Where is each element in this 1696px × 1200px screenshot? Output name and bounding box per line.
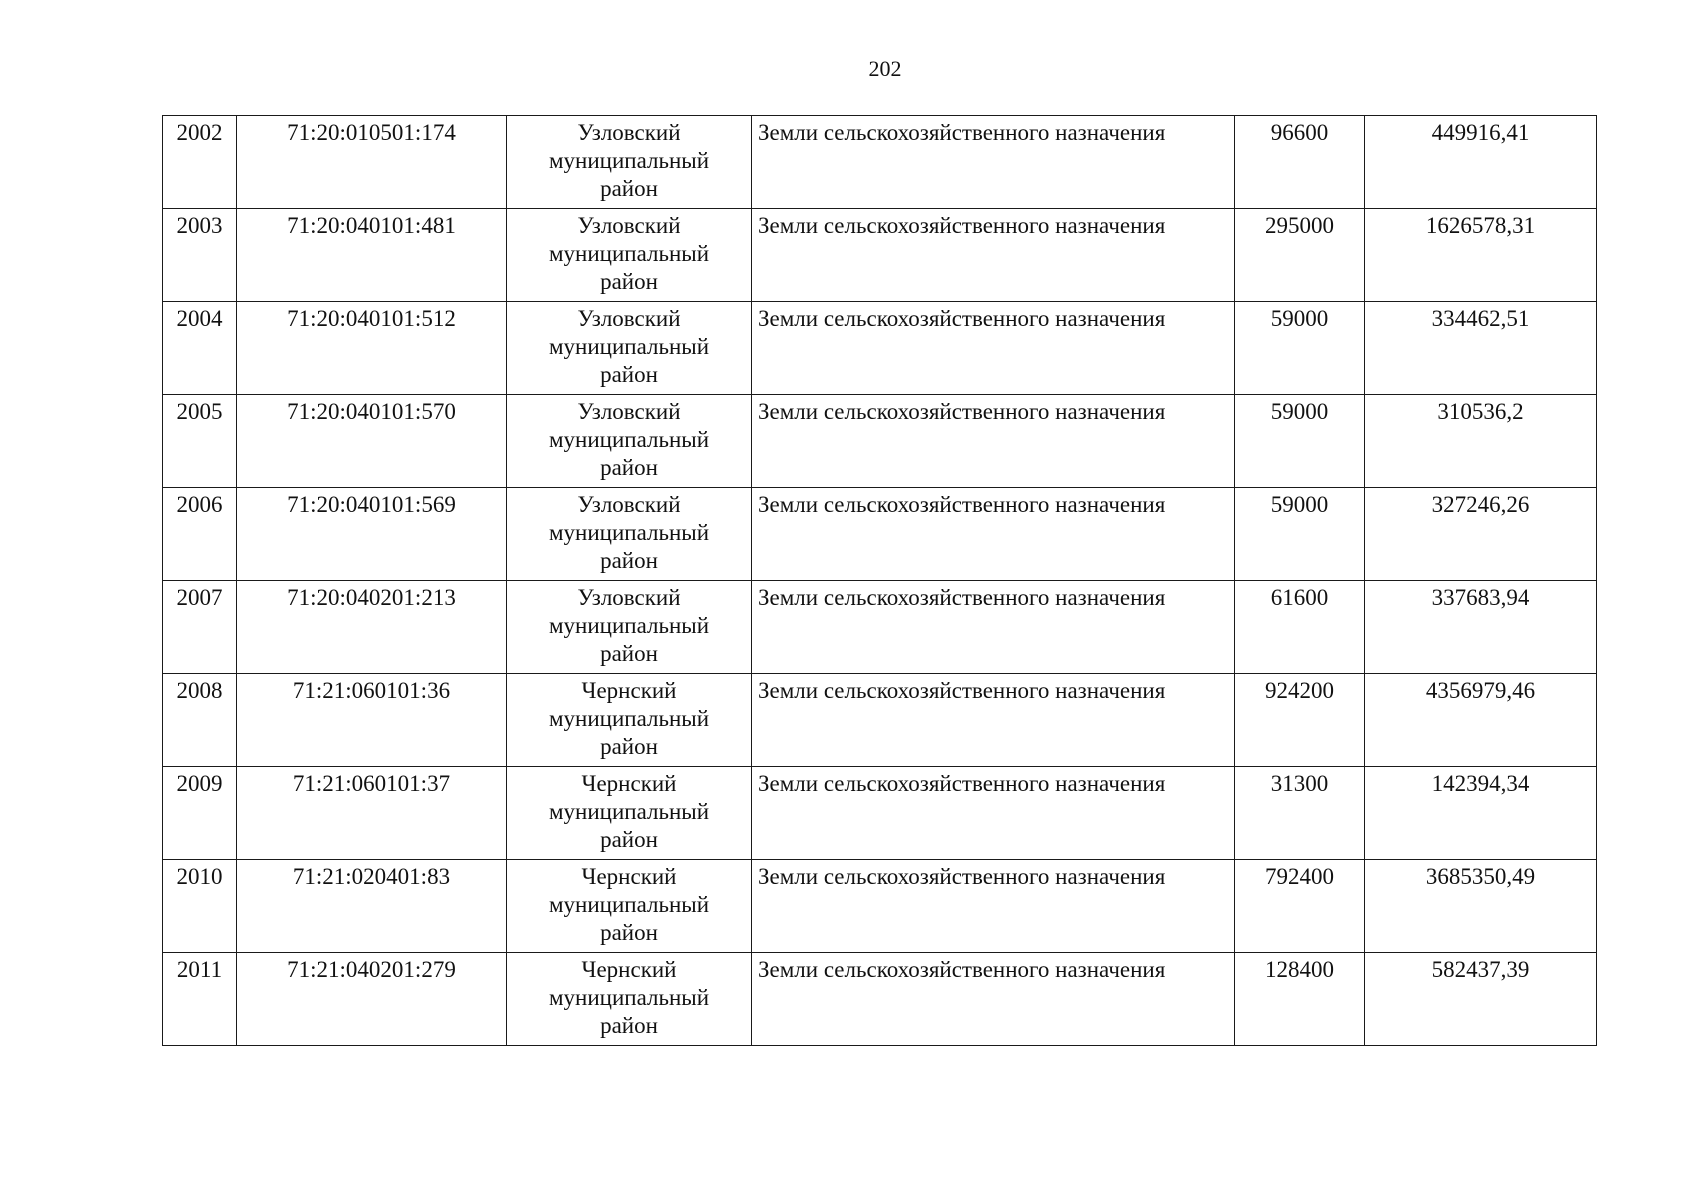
table-row — [163, 860, 1597, 953]
cadastral-number-cell: 71:21:040201:279 — [237, 953, 507, 1046]
district-line: муниципальный — [548, 334, 710, 359]
district-line: муниципальный — [548, 520, 710, 545]
cadastral-value-cell: 334462,51 — [1365, 302, 1597, 395]
area-cell: 792400 — [1235, 860, 1365, 953]
cadastral-number-cell: 71:21:060101:36 — [237, 674, 507, 767]
area-cell: 924200 — [1235, 674, 1365, 767]
district-line: район — [600, 269, 658, 294]
district-line: Чернский — [581, 957, 677, 982]
cadastral-number-cell: 71:20:010501:174 — [237, 116, 507, 209]
land-category-cell: Земли сельскохозяйственного назначения — [752, 674, 1235, 767]
row-number-cell: 2002 — [163, 116, 237, 209]
row-number-cell: 2008 — [163, 674, 237, 767]
district-line: Узловский — [577, 492, 681, 517]
district-line: район — [600, 548, 658, 573]
district-line: район — [600, 734, 658, 759]
district-line: район — [600, 176, 658, 201]
cadastral-number-cell: 71:20:040101:512 — [237, 302, 507, 395]
district-line: муниципальный — [548, 427, 710, 452]
cadastral-value-cell: 1626578,31 — [1365, 209, 1597, 302]
district-cell — [507, 860, 752, 953]
district-line: Чернский — [581, 864, 677, 889]
district-cell — [507, 953, 752, 1046]
area-cell: 59000 — [1235, 302, 1365, 395]
district-line: Чернский — [581, 771, 677, 796]
area-cell: 96600 — [1235, 116, 1365, 209]
district-line: муниципальный — [548, 613, 710, 638]
district-line: Узловский — [577, 585, 681, 610]
cadastral-number-cell: 71:20:040101:569 — [237, 488, 507, 581]
land-registry-table — [162, 115, 1597, 1046]
cadastral-number-cell: 71:20:040201:213 — [237, 581, 507, 674]
table-row — [163, 674, 1597, 767]
land-category-cell: Земли сельскохозяйственного назначения — [752, 395, 1235, 488]
district-line: район — [600, 641, 658, 666]
row-number-cell: 2007 — [163, 581, 237, 674]
district-cell — [507, 488, 752, 581]
district-cell — [507, 581, 752, 674]
land-category-cell: Земли сельскохозяйственного назначения — [752, 953, 1235, 1046]
cadastral-value-cell: 310536,2 — [1365, 395, 1597, 488]
district-line: Узловский — [577, 120, 681, 145]
district-line: муниципальный — [548, 985, 710, 1010]
cadastral-value-cell: 449916,41 — [1365, 116, 1597, 209]
district-cell — [507, 209, 752, 302]
area-cell: 31300 — [1235, 767, 1365, 860]
district-line: муниципальный — [548, 892, 710, 917]
table-row — [163, 302, 1597, 395]
row-number-cell: 2006 — [163, 488, 237, 581]
table-row — [163, 581, 1597, 674]
area-cell: 59000 — [1235, 395, 1365, 488]
row-number-cell: 2005 — [163, 395, 237, 488]
cadastral-number-cell: 71:21:020401:83 — [237, 860, 507, 953]
row-number-cell: 2004 — [163, 302, 237, 395]
land-category-cell: Земли сельскохозяйственного назначения — [752, 488, 1235, 581]
table-row — [163, 767, 1597, 860]
area-cell: 128400 — [1235, 953, 1365, 1046]
district-cell — [507, 116, 752, 209]
cadastral-number-cell: 71:20:040101:570 — [237, 395, 507, 488]
row-number-cell: 2003 — [163, 209, 237, 302]
table-row — [163, 116, 1597, 209]
cadastral-value-cell: 337683,94 — [1365, 581, 1597, 674]
district-cell — [507, 674, 752, 767]
land-category-cell: Земли сельскохозяйственного назначения — [752, 860, 1235, 953]
district-line: район — [600, 455, 658, 480]
district-line: Чернский — [581, 678, 677, 703]
land-category-cell: Земли сельскохозяйственного назначения — [752, 209, 1235, 302]
district-line: район — [600, 362, 658, 387]
district-cell — [507, 395, 752, 488]
district-line: район — [600, 920, 658, 945]
table-row — [163, 953, 1597, 1046]
table-row — [163, 488, 1597, 581]
area-cell: 59000 — [1235, 488, 1365, 581]
district-line: район — [600, 1013, 658, 1038]
area-cell: 61600 — [1235, 581, 1365, 674]
cadastral-value-cell: 142394,34 — [1365, 767, 1597, 860]
land-category-cell: Земли сельскохозяйственного назначения — [752, 767, 1235, 860]
cadastral-value-cell: 4356979,46 — [1365, 674, 1597, 767]
page-number: 202 — [868, 56, 902, 81]
cadastral-value-cell: 582437,39 — [1365, 953, 1597, 1046]
district-line: муниципальный — [548, 799, 710, 824]
district-line: район — [600, 827, 658, 852]
land-category-cell: Земли сельскохозяйственного назначения — [752, 302, 1235, 395]
row-number-cell: 2011 — [163, 953, 237, 1046]
row-number-cell: 2009 — [163, 767, 237, 860]
district-cell — [507, 302, 752, 395]
area-cell: 295000 — [1235, 209, 1365, 302]
cadastral-value-cell: 3685350,49 — [1365, 860, 1597, 953]
row-number-cell: 2010 — [163, 860, 237, 953]
district-line: муниципальный — [548, 706, 710, 731]
table-row — [163, 395, 1597, 488]
cadastral-number-cell: 71:21:060101:37 — [237, 767, 507, 860]
cadastral-number-cell: 71:20:040101:481 — [237, 209, 507, 302]
land-category-cell: Земли сельскохозяйственного назначения — [752, 581, 1235, 674]
district-line: Узловский — [577, 306, 681, 331]
land-category-cell: Земли сельскохозяйственного назначения — [752, 116, 1235, 209]
district-line: муниципальный — [548, 148, 710, 173]
district-line: муниципальный — [548, 241, 710, 266]
district-cell — [507, 767, 752, 860]
table-row — [163, 209, 1597, 302]
table-body — [163, 116, 1597, 1046]
district-line: Узловский — [577, 213, 681, 238]
district-line: Узловский — [577, 399, 681, 424]
cadastral-value-cell: 327246,26 — [1365, 488, 1597, 581]
